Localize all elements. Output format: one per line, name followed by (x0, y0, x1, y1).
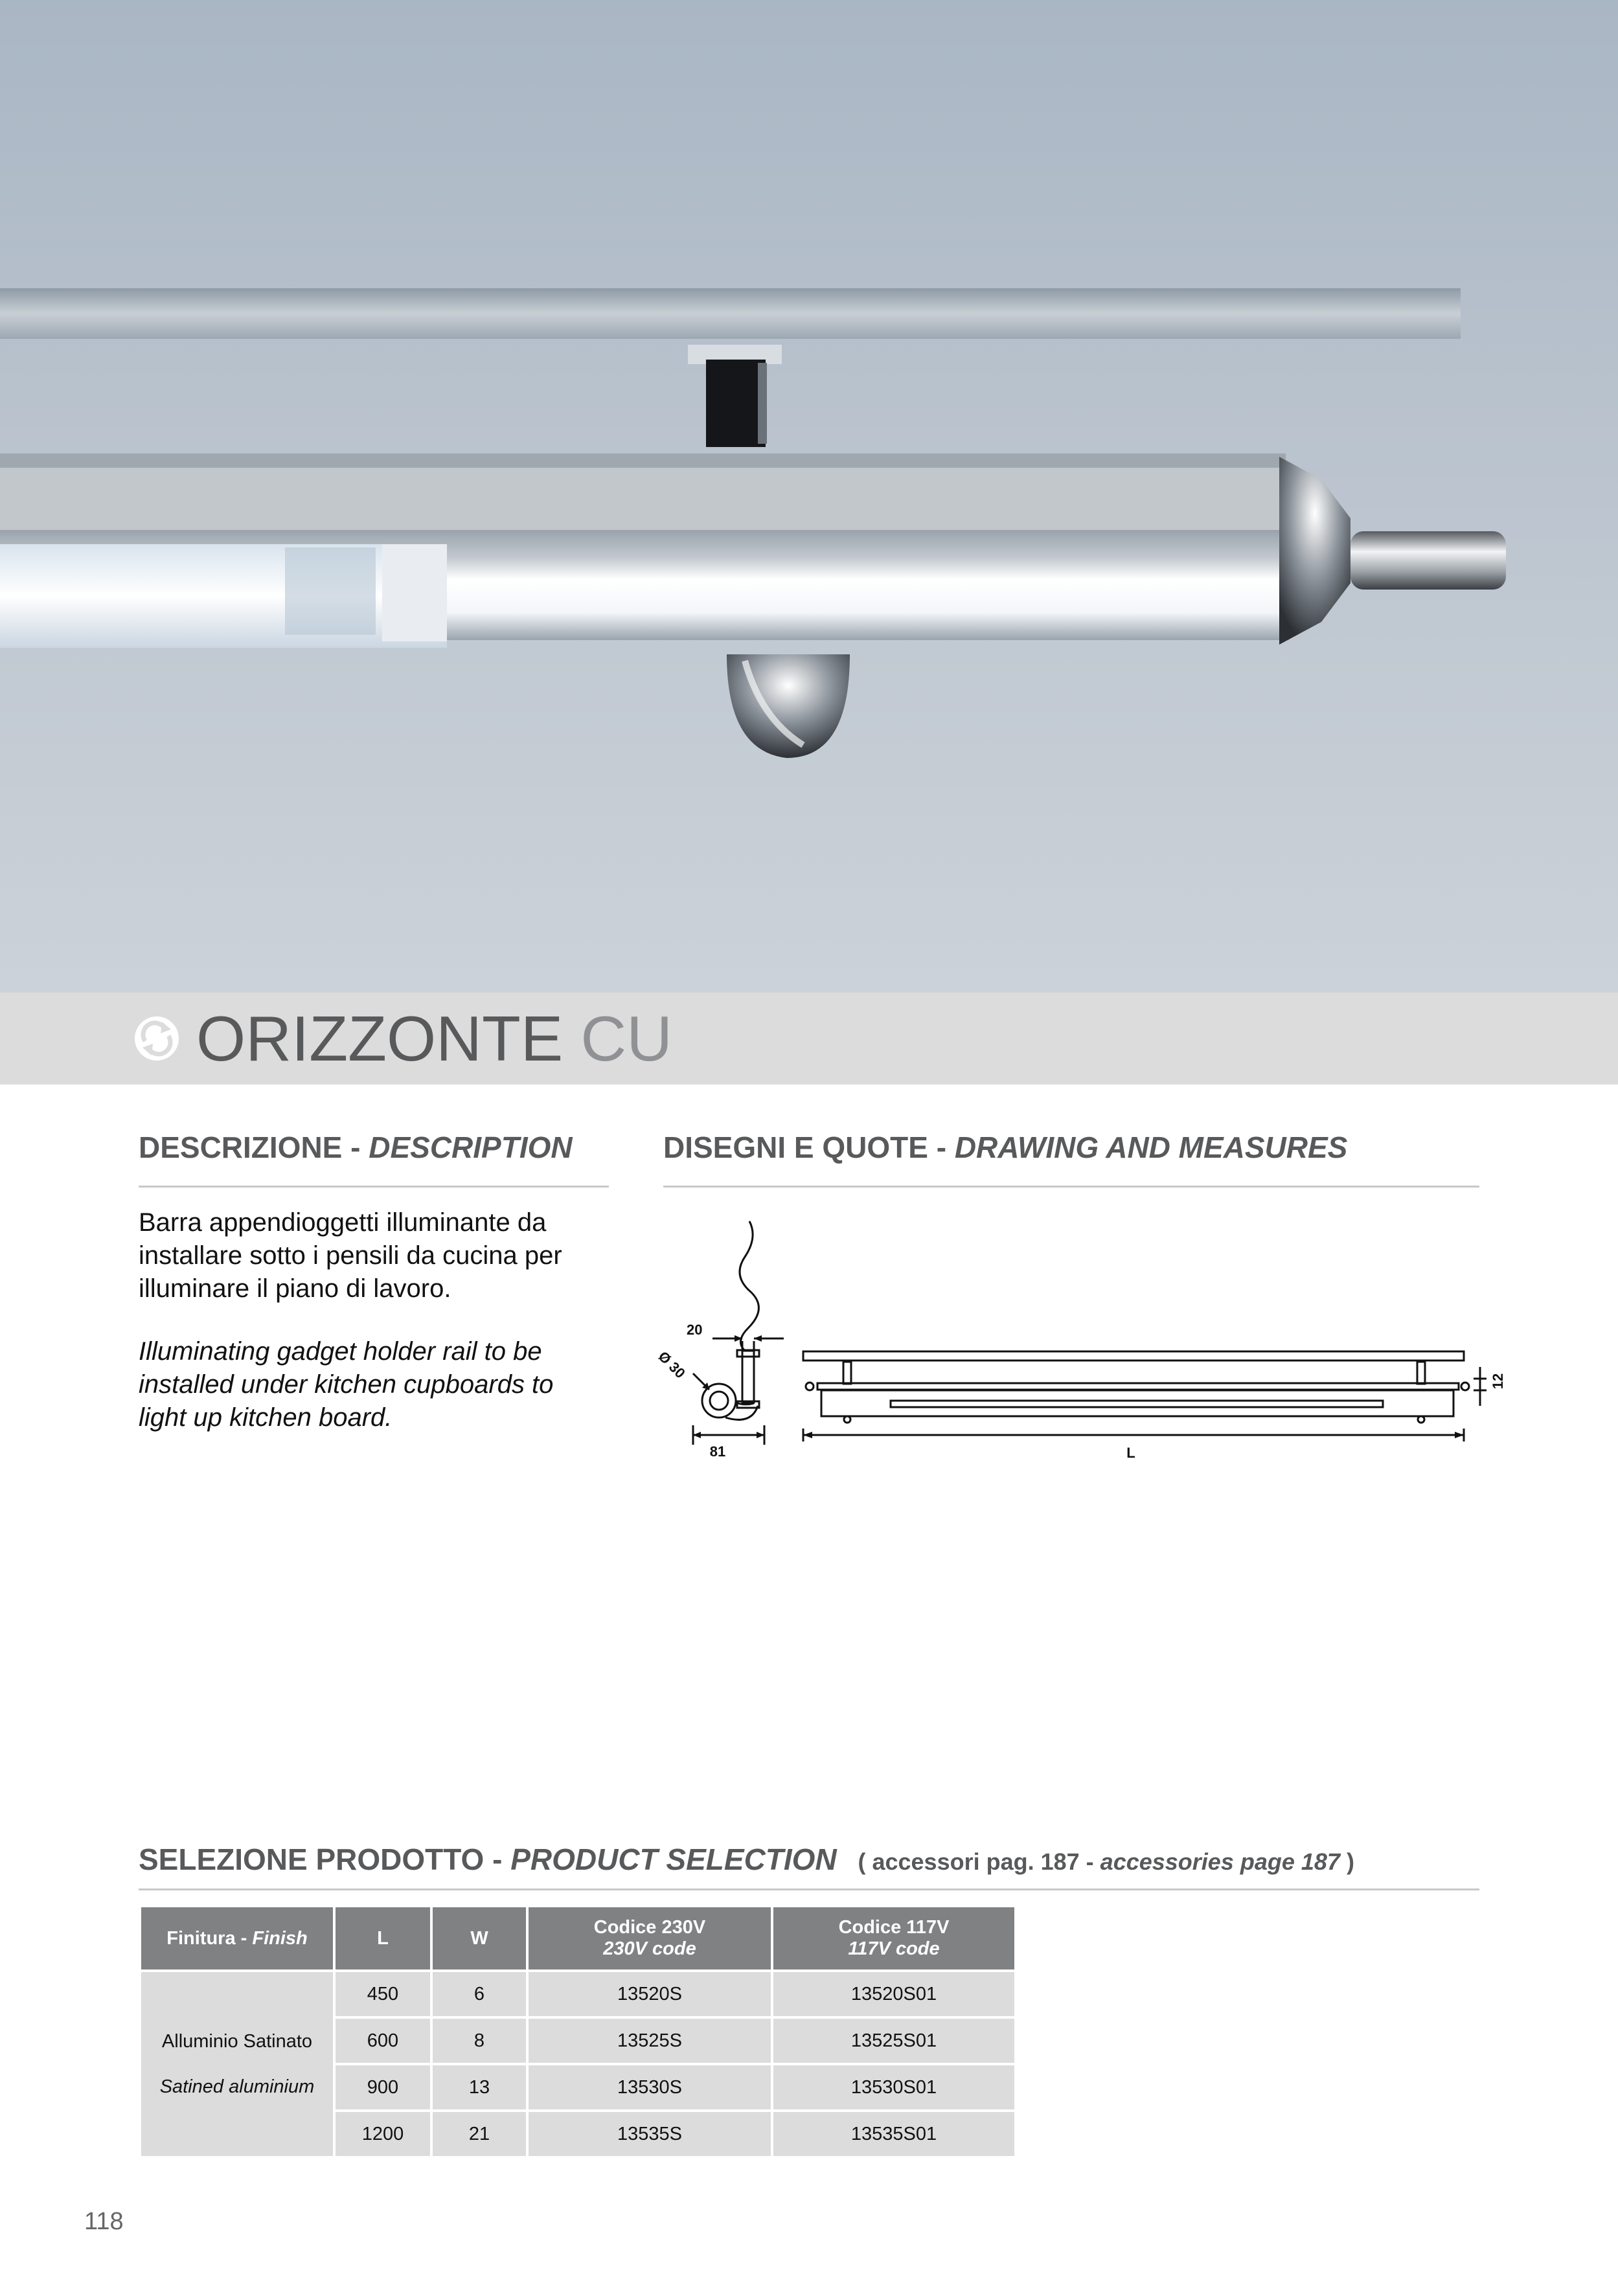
cell-code117: 13520S01 (773, 1972, 1014, 2016)
dim-12: 12 (1490, 1373, 1506, 1390)
cell-code230: 13530S (529, 2065, 771, 2109)
dim-L: L (1126, 1445, 1135, 1461)
cell-L: 450 (336, 1972, 430, 2016)
description-text-en: Illuminating gadget holder rail to be installed under kitchen cupboards to light up kitchen board. (139, 1337, 554, 1432)
table-header-row (141, 1907, 1014, 1969)
cell-W: 21 (433, 2112, 526, 2156)
header-code230 (529, 1907, 771, 1969)
description-heading (139, 1130, 573, 1165)
selection-heading-it: SELEZIONE PRODOTTO - (139, 1843, 503, 1876)
header-code230-en: 230V code (603, 1938, 696, 1959)
cell-L: 600 (336, 2019, 430, 2063)
page-number: 118 (84, 2208, 124, 2235)
cell-code117: 13525S01 (773, 2019, 1014, 2063)
accessories-note-open: ( accessori pag. 187 - (858, 1848, 1094, 1875)
header-L: L (336, 1907, 430, 1969)
description-heading-it: DESCRIZIONE - (139, 1131, 361, 1164)
finish-it: Alluminio Satinato (161, 2031, 313, 2052)
cell-code117: 13530S01 (773, 2065, 1014, 2109)
header-code117-en: 117V code (848, 1938, 940, 1959)
accessories-note (845, 1848, 1354, 1875)
title-main: ORIZZONTE (196, 1003, 564, 1074)
cell-code230: 13520S (529, 1972, 771, 2016)
finish-cell (141, 1972, 333, 2156)
cell-W: 6 (433, 1972, 526, 2016)
description-text-it: Barra appendioggetti illuminante da installare sotto i pensili da cucina per illuminare il piano di lavoro. (139, 1208, 562, 1303)
header-finish (141, 1907, 333, 1969)
dim-diameter: Ø 30 (655, 1348, 689, 1382)
header-code230-it: Codice 230V (593, 1917, 706, 1938)
selection-heading-en: PRODUCT SELECTION (510, 1843, 837, 1876)
cell-code230: 13525S (529, 2019, 771, 2063)
cell-W: 8 (433, 2019, 526, 2063)
product-photo (0, 0, 1618, 993)
drawing-heading-en: DRAWING AND MEASURES (954, 1131, 1348, 1164)
drawing-heading-it: DISEGNI E QUOTE - (663, 1131, 947, 1164)
selection-rule (139, 1888, 1479, 1890)
header-finish-en: Finish (252, 1927, 308, 1949)
description-heading-en: DESCRIPTION (369, 1131, 573, 1164)
cell-W: 13 (433, 2065, 526, 2109)
accessories-note-close: ) (1346, 1848, 1354, 1875)
drawing-rule (663, 1186, 1479, 1188)
header-finish-it: Finitura - (166, 1927, 247, 1949)
accessories-note-en: accessories page 187 (1100, 1848, 1340, 1875)
cell-L: 1200 (336, 2112, 430, 2156)
header-W: W (433, 1907, 526, 1969)
title-suffix: CU (580, 1003, 672, 1074)
product-table (139, 1905, 1017, 2159)
rotate-arrows-icon (133, 1015, 180, 1062)
cell-code230: 13535S (529, 2112, 771, 2156)
dim-20: 20 (687, 1322, 703, 1338)
page-title (196, 1003, 672, 1074)
header-code117-it: Codice 117V (838, 1917, 950, 1938)
table-row (141, 1972, 1014, 2016)
drawing-heading (663, 1130, 1347, 1165)
cell-code117: 13535S01 (773, 2112, 1014, 2156)
finish-en: Satined aluminium (159, 2076, 315, 2097)
cell-L: 900 (336, 2065, 430, 2109)
header-code117 (773, 1907, 1014, 1969)
dim-81: 81 (709, 1443, 726, 1460)
description-text (139, 1206, 605, 1464)
selection-heading (139, 1842, 1354, 1877)
technical-drawing (648, 1211, 1506, 1471)
description-rule (139, 1186, 609, 1188)
